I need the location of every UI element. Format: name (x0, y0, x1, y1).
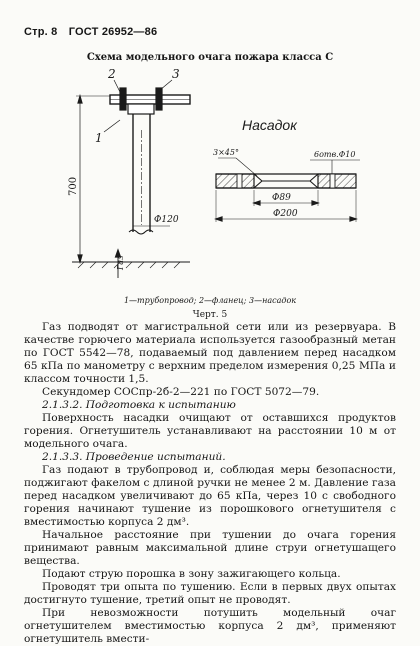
pipe-diameter-label: Φ120 (154, 215, 179, 225)
paragraph: Газ подают в трубопровод и, соблюдая меры безопасности, поджигают факелом с длиной ручки не менее 2 м. Давление газа перед насадком увеличивают до 65 кПа, через 10 с свободного горения начинают тушение из порошкового огнетушителя с вместимостью корпуса 2 дм³. (24, 464, 396, 528)
leader-1 (104, 120, 120, 132)
chamfer-label: 3×45° (213, 148, 239, 157)
paragraph: Проводят три опыта по тушению. Если в первых двух опытах достигнуто тушение, третий опыт не проводят. (24, 581, 396, 606)
paragraph: Начальное расстояние при тушении до очага горения принимают равным максимальной длине струи огнетушащего вещества. (24, 529, 396, 567)
gas-label: Газ (116, 255, 125, 270)
section-heading: 2.1.3.3. Проведение испытаний. (42, 451, 226, 463)
figure-legend: 1—трубопровод; 2—фланец; 3—насадок (123, 296, 297, 305)
chamfer-leader (236, 158, 257, 176)
height-label: 700 (68, 176, 79, 196)
page-number: Стр. 8 (24, 26, 58, 38)
paragraph: Секундомер СОСпр-2б-2—221 по ГОСТ 5072—79. (42, 386, 320, 398)
outer-diameter-label: Φ200 (273, 209, 298, 219)
nozzle-section (216, 174, 356, 188)
callout-1: 1 (95, 131, 103, 145)
flange (128, 104, 154, 114)
callout-2: 2 (108, 67, 116, 81)
figure-title: Схема модельного очага пожара класса С (86, 52, 334, 63)
section-heading: 2.1.3.2. Подготовка к испытанию (42, 399, 236, 411)
figure-caption: Черт. 5 (192, 310, 228, 320)
leader-3 (160, 80, 172, 90)
paragraph: Поверхность насадки очищают от оставшихся продуктов горения. Огнетушитель устанавливают на расстоянии 10 м от модельного очага. (24, 412, 396, 450)
paragraph: При невозможности потушить модельный очаг огнетушителем вместимостью корпуса 2 дм³, применяют огнетушитель вмести- (24, 607, 396, 645)
callout-3: 3 (172, 67, 180, 81)
scheme-figure (0, 0, 420, 300)
body-text (24, 321, 396, 646)
leader-2 (114, 80, 120, 92)
nozzle-title: Насадок (242, 117, 297, 133)
inner-diameter-label: Φ89 (272, 193, 291, 203)
holes-label: 6отв.Φ10 (314, 150, 356, 159)
bolt-left (120, 88, 126, 110)
paragraph: Подают струю порошка в зону зажигающего кольца. (42, 568, 341, 580)
standard-code: ГОСТ 26952—86 (68, 26, 158, 38)
bolt-right (156, 88, 162, 110)
paragraph: Газ подводят от магистральной сети или из резервуара. В качестве горючего материала используется газообразный метан по ГОСТ 5542—78, подаваемый под давлением перед насадком 65 кПа по манометру с верхним пределом измерения 0,25 МПа и классом точности 1,5. (24, 321, 396, 385)
